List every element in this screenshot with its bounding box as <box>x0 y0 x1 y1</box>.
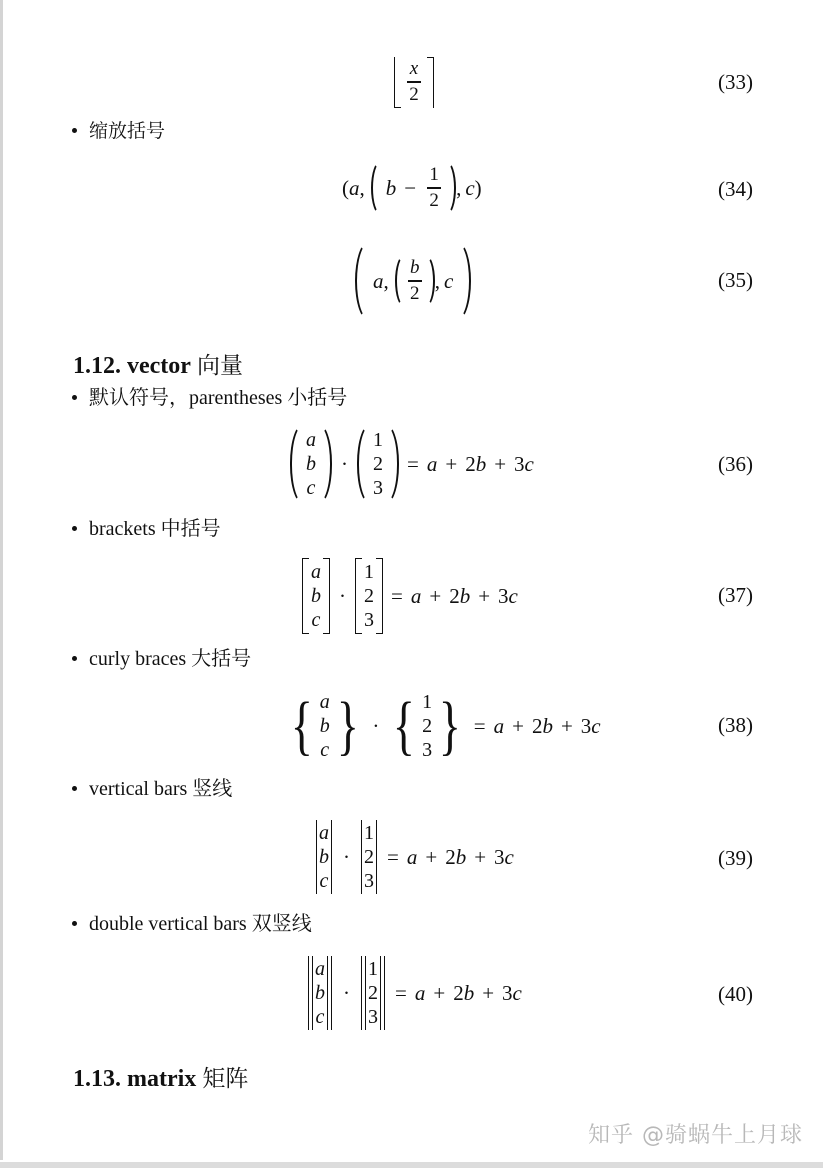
section-title-en: vector <box>127 353 191 379</box>
comma: , <box>434 268 440 293</box>
bullet-scaled-brackets <box>72 116 165 143</box>
minus-sign: − <box>404 175 417 200</box>
right-brace: } <box>336 689 359 762</box>
close-paren: ) <box>474 175 482 200</box>
equation-38 <box>286 686 601 766</box>
comma: , <box>456 175 462 200</box>
numerator: 1 <box>429 164 439 186</box>
equation-number-37: (37) <box>718 583 753 607</box>
right-vertical-bar <box>376 820 377 894</box>
bullet-text: brackets 中括号 <box>89 518 221 540</box>
dot-operator: · <box>341 451 348 476</box>
fraction-bar <box>407 81 421 82</box>
page-left-border <box>0 0 3 1160</box>
left-paren <box>290 423 304 505</box>
equation-number-36: (36) <box>718 452 753 476</box>
bullet-dot <box>72 656 77 661</box>
vector-abc: a b c <box>306 429 316 499</box>
fraction <box>408 258 422 303</box>
scaled-right-paren <box>444 161 456 215</box>
bullet-curly-braces <box>72 642 251 671</box>
equation-number-40: (40) <box>718 982 753 1006</box>
right-paren <box>385 423 399 505</box>
section-heading-vector <box>73 347 243 380</box>
left-vertical-bar <box>316 820 317 894</box>
right-brace: } <box>438 689 461 762</box>
equation-number-39: (39) <box>718 846 753 870</box>
fraction <box>407 59 421 104</box>
section-title-zh: 矩阵 <box>202 1066 249 1092</box>
equation-35 <box>355 240 471 322</box>
var-c: c <box>465 175 475 200</box>
dot-operator: · <box>343 980 350 1005</box>
fraction <box>427 165 441 210</box>
bullet-text: curly braces 大括号 <box>89 648 252 670</box>
var-c: c <box>444 268 454 293</box>
right-bracket <box>376 558 383 634</box>
left-vertical-bar <box>361 820 362 894</box>
bullet-parentheses <box>72 381 347 410</box>
big-right-paren <box>457 241 471 321</box>
left-paren <box>357 423 371 505</box>
right-double-bar <box>380 956 385 1030</box>
bullet-double-vertical-bars <box>72 907 312 936</box>
equals-sign: = <box>387 844 399 869</box>
right-double-bar <box>327 956 332 1030</box>
rceil-bracket <box>427 57 434 108</box>
dot-operator: · <box>343 844 350 869</box>
denominator: 2 <box>429 189 439 211</box>
vector-abc: a b c <box>311 561 321 631</box>
var-b: b <box>385 175 397 200</box>
left-brace: { <box>290 689 313 762</box>
big-left-paren <box>355 241 369 321</box>
numerator: x <box>409 58 419 80</box>
var-a: a <box>349 175 360 200</box>
left-double-bar <box>361 956 366 1030</box>
vector-123: 1 2 3 <box>364 822 374 892</box>
comma: , <box>359 175 365 200</box>
bullet-dot <box>72 921 77 926</box>
equals-sign: = <box>391 583 403 608</box>
bullet-text: vertical bars 竖线 <box>89 778 233 800</box>
equation-39 <box>314 816 514 898</box>
dot-operator: · <box>339 583 346 608</box>
right-vertical-bar <box>331 820 332 894</box>
vector-123: 1 2 3 <box>368 958 378 1028</box>
equation-number-34: (34) <box>718 177 753 201</box>
equation-40 <box>306 952 522 1034</box>
result-expression: a + 2b + 3c <box>493 713 601 738</box>
page-bottom-bar <box>0 1162 823 1168</box>
numerator: b <box>410 257 420 279</box>
equation-34 <box>342 160 482 216</box>
section-heading-matrix <box>73 1060 248 1093</box>
vector-abc: a b c <box>315 958 325 1028</box>
scaled-right-paren <box>425 255 435 307</box>
bullet-text: 缩放括号 <box>89 120 166 142</box>
vector-123: 1 2 3 <box>373 429 383 499</box>
bullet-brackets <box>72 512 221 541</box>
comma: , <box>383 268 389 293</box>
vector-123: 1 2 3 <box>422 691 433 761</box>
vector-123: 1 2 3 <box>364 561 374 631</box>
result-expression: a + 2b + 3c <box>414 980 522 1005</box>
left-bracket <box>302 558 309 634</box>
open-paren: ( <box>342 175 349 200</box>
equation-36 <box>290 424 534 504</box>
section-title-zh: 向量 <box>196 353 243 379</box>
equation-37 <box>302 556 518 636</box>
result-expression: a + 2b + 3c <box>410 583 518 608</box>
zhihu-watermark: 知乎 @骑蜗牛上月球 <box>588 1123 803 1148</box>
lfloor-bracket <box>394 57 401 108</box>
left-brace: { <box>393 689 416 762</box>
bullet-text: 默认符号，parentheses 小括号 <box>89 387 348 409</box>
equation-33 <box>394 54 434 110</box>
bullet-dot <box>72 786 77 791</box>
bullet-text: double vertical bars 双竖线 <box>89 913 312 935</box>
equation-number-33: (33) <box>718 70 753 94</box>
scaled-left-paren <box>395 255 405 307</box>
equals-sign: = <box>407 451 419 476</box>
dot-operator: · <box>372 713 380 738</box>
bullet-dot <box>72 128 77 133</box>
section-number: 1.13. <box>73 1066 121 1092</box>
equals-sign: = <box>473 713 486 738</box>
bullet-dot <box>72 395 77 400</box>
section-number: 1.12. <box>73 353 121 379</box>
right-bracket <box>323 558 330 634</box>
section-title-en: matrix <box>127 1066 197 1092</box>
var-a: a <box>373 268 384 293</box>
vector-abc: a b c <box>319 822 329 892</box>
denominator: 2 <box>409 83 419 105</box>
bullet-dot <box>72 526 77 531</box>
fraction-bar <box>408 280 422 281</box>
result-expression: a + 2b + 3c <box>406 844 514 869</box>
equals-sign: = <box>395 980 407 1005</box>
denominator: 2 <box>410 282 420 304</box>
equation-number-38: (38) <box>718 713 753 737</box>
fraction-bar <box>427 187 441 188</box>
right-paren <box>318 423 332 505</box>
scaled-left-paren <box>371 161 383 215</box>
bullet-vertical-bars <box>72 772 232 801</box>
equation-number-35: (35) <box>718 268 753 292</box>
vector-abc: a b c <box>319 691 330 761</box>
left-double-bar <box>308 956 313 1030</box>
left-bracket <box>355 558 362 634</box>
result-expression: a + 2b + 3c <box>426 451 534 476</box>
